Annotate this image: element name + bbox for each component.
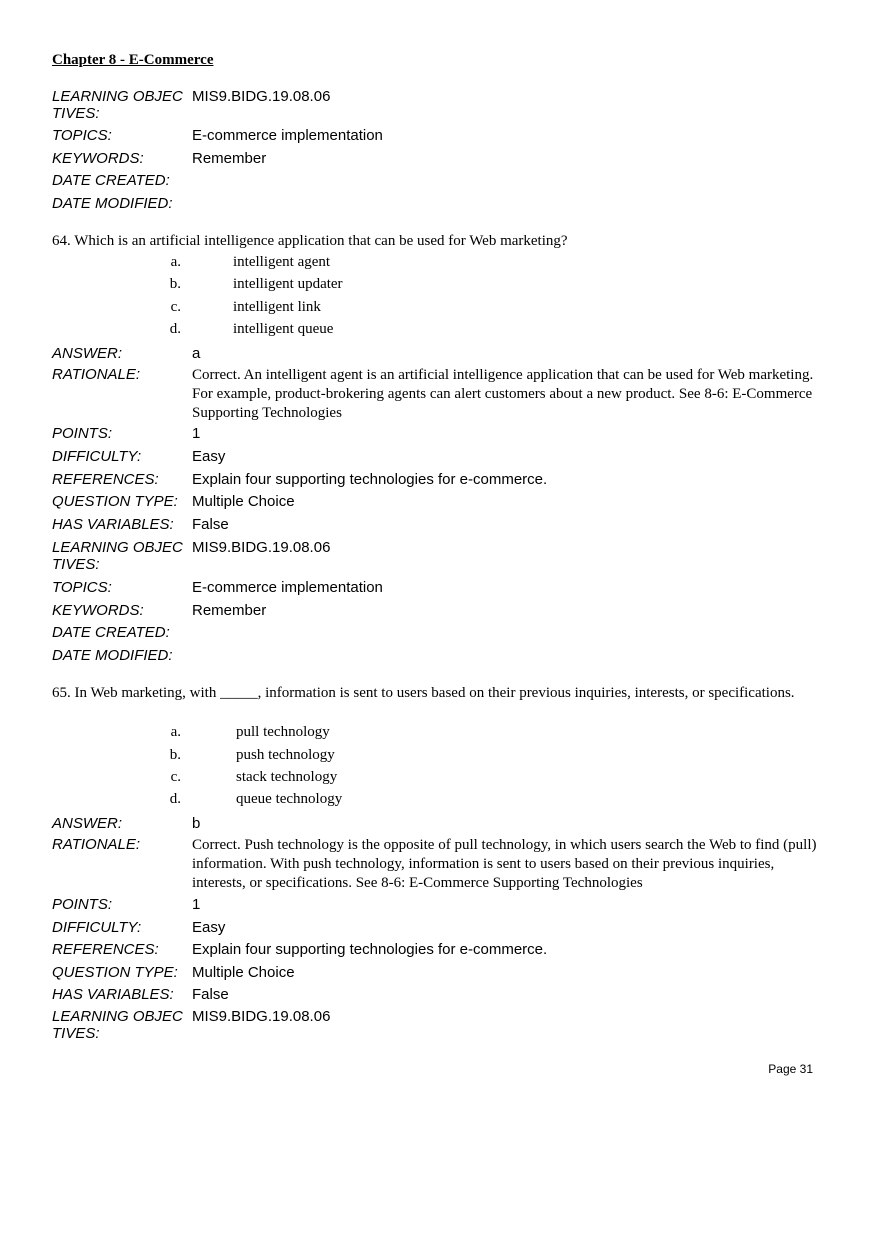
- label: RATIONALE:: [52, 836, 141, 853]
- q64-date-modified-row: [52, 647, 832, 664]
- rationale-value: Correct. An intelligent agent is an artificial intelligence application that can be used for Web marketing. For example, product-brokering agents can alert customers about a new product. See 8-6: E-Commerce Supporting Technologies: [192, 367, 814, 421]
- label: TIVES:: [52, 556, 100, 573]
- label: RATIONALE:: [52, 366, 141, 383]
- q64-question-type-row: [52, 493, 832, 510]
- q65-option-c: [117, 769, 337, 786]
- q64-option-a: [117, 254, 330, 271]
- q65-option-b: [117, 747, 335, 764]
- q64-option-b: [117, 276, 343, 293]
- value: Remember: [192, 602, 267, 619]
- answer-value: b: [192, 815, 201, 832]
- q64-rationale-row: [52, 366, 832, 423]
- value: Easy: [192, 448, 226, 465]
- label: DATE MODIFIED:: [52, 647, 173, 664]
- label: LEARNING OBJEC: [52, 1008, 183, 1025]
- label: DATE CREATED:: [52, 172, 170, 189]
- label: LEARNING OBJEC: [52, 539, 183, 556]
- option-letter: d.: [169, 791, 181, 807]
- value: MIS9.BIDG.19.08.06: [192, 88, 331, 105]
- value: Easy: [192, 919, 226, 936]
- q65-answer-row: [52, 815, 832, 832]
- chapter-title: Chapter 8 - E-Commerce: [52, 52, 214, 68]
- label: DATE MODIFIED:: [52, 195, 173, 212]
- option-text: stack technology: [236, 769, 338, 785]
- date-created-row: [52, 172, 832, 189]
- learning-objectives-row: [52, 88, 832, 122]
- q65-question-type-row: [52, 964, 832, 981]
- label: LEARNING OBJEC: [52, 88, 183, 105]
- q65-rationale-row: [52, 836, 832, 893]
- option-letter: a.: [170, 724, 181, 740]
- option-text: pull technology: [236, 724, 330, 740]
- label: POINTS:: [52, 896, 113, 913]
- value: Remember: [192, 150, 267, 167]
- value: 1: [192, 425, 201, 442]
- q64-date-created-row: [52, 624, 832, 641]
- label: POINTS:: [52, 425, 113, 442]
- q65-references-row: [52, 941, 832, 958]
- label: HAS VARIABLES:: [52, 516, 174, 533]
- option-text: intelligent agent: [233, 254, 331, 270]
- label: HAS VARIABLES:: [52, 986, 174, 1003]
- q64-topics-row: [52, 579, 832, 596]
- option-letter: a.: [170, 254, 181, 270]
- option-letter: b.: [169, 276, 181, 292]
- q64-has-variables-row: [52, 516, 832, 533]
- q65-option-a: [117, 724, 330, 741]
- label: DIFFICULTY:: [52, 919, 142, 936]
- label: TIVES:: [52, 105, 100, 122]
- question-65-text: 65. In Web marketing, with _____, information is sent to users based on their previous inquiries, interests, or specifications.: [52, 685, 795, 701]
- label: QUESTION TYPE:: [52, 493, 178, 510]
- q65-option-d: [117, 791, 342, 808]
- q64-difficulty-row: [52, 448, 832, 465]
- page-number: Page 31: [768, 1062, 813, 1076]
- option-text: queue technology: [236, 791, 343, 807]
- value: E-commerce implementation: [192, 579, 383, 596]
- q65-has-variables-row: [52, 986, 832, 1003]
- label: TIVES:: [52, 1025, 100, 1042]
- label: DATE CREATED:: [52, 624, 170, 641]
- keywords-row: [52, 150, 832, 167]
- option-letter: d.: [169, 321, 181, 337]
- value: False: [192, 986, 229, 1003]
- answer-value: a: [192, 345, 201, 362]
- value: MIS9.BIDG.19.08.06: [192, 539, 331, 556]
- value: 1: [192, 896, 201, 913]
- label: REFERENCES:: [52, 471, 159, 488]
- label: ANSWER:: [52, 345, 123, 362]
- value: False: [192, 516, 229, 533]
- option-text: intelligent link: [233, 299, 321, 315]
- value: Explain four supporting technologies for e-commerce.: [192, 471, 548, 488]
- q64-answer-row: [52, 345, 832, 362]
- topics-row: [52, 127, 832, 144]
- label: KEYWORDS:: [52, 150, 144, 167]
- option-letter: c.: [170, 769, 181, 785]
- option-letter: c.: [170, 299, 181, 315]
- q64-references-row: [52, 471, 832, 488]
- question-64-text: 64. Which is an artificial intelligence application that can be used for Web marketing?: [52, 233, 568, 249]
- q64-option-c: [117, 299, 321, 316]
- option-text: intelligent queue: [233, 321, 334, 337]
- q65-points-row: [52, 896, 832, 913]
- label: TOPICS:: [52, 579, 112, 596]
- label: KEYWORDS:: [52, 602, 144, 619]
- option-letter: b.: [169, 747, 181, 763]
- q64-points-row: [52, 425, 832, 442]
- q65-learning-objectives-row: [52, 1008, 832, 1042]
- value: E-commerce implementation: [192, 127, 383, 144]
- option-text: push technology: [236, 747, 335, 763]
- value: Multiple Choice: [192, 964, 295, 981]
- rationale-value: Correct. Push technology is the opposite of pull technology, in which users search the Web to find (pull) information. With push technology, information is sent to users based on their previous inquiries, interests, or specifications. See 8-6: E-Commerce Supporting Technologies: [192, 837, 817, 891]
- q64-keywords-row: [52, 602, 832, 619]
- label: REFERENCES:: [52, 941, 159, 958]
- value: MIS9.BIDG.19.08.06: [192, 1008, 331, 1025]
- value: Multiple Choice: [192, 493, 295, 510]
- date-modified-row: [52, 195, 832, 212]
- q64-option-d: [117, 321, 333, 338]
- label: QUESTION TYPE:: [52, 964, 178, 981]
- option-text: intelligent updater: [233, 276, 343, 292]
- label: DIFFICULTY:: [52, 448, 142, 465]
- q64-learning-objectives-row: [52, 539, 832, 573]
- q65-difficulty-row: [52, 919, 832, 936]
- value: Explain four supporting technologies for e-commerce.: [192, 941, 548, 958]
- label: ANSWER:: [52, 815, 123, 832]
- label: TOPICS:: [52, 127, 112, 144]
